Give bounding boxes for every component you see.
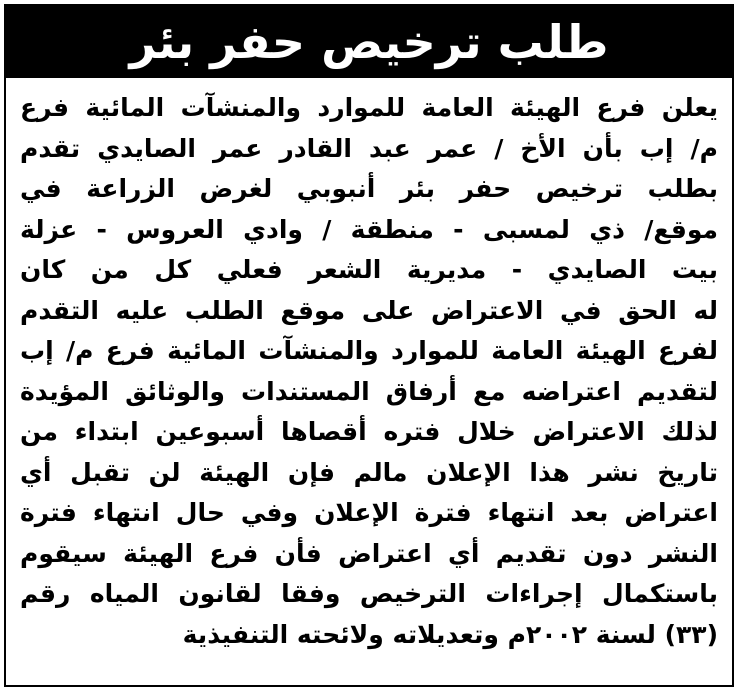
notice-line: لذلك الاعتراض خلال فتره أقصاها أسبوعين ابتداء من	[20, 417, 718, 446]
title-bar	[6, 6, 732, 78]
notice-frame	[4, 4, 734, 687]
notice-line: لفرع الهيئة العامة للموارد والمنشآت المائية فرع م/ إب	[20, 336, 718, 365]
notice-line: النشر دون تقديم أي اعتراض فأن فرع الهيئة سيقوم	[20, 538, 718, 568]
notice-line: اعتراض بعد انتهاء فترة الإعلان وفي حال انتهاء فترة	[20, 498, 718, 527]
notice-line: تاريخ نشر هذا الإعلان مالم فإن الهيئة لن تقبل أي	[20, 457, 718, 487]
notice-line: لتقديم اعتراضه مع أرفاق المستندات والوثائق المؤيدة	[20, 376, 718, 406]
notice-line: م/ إب بأن الأخ / عمر عبد القادر عمر الصايدي تقدم	[20, 133, 718, 163]
notice-line: (٣٣) لسنة ٢٠٠٢م وتعديلاته ولائحته التنفيذية	[182, 619, 718, 649]
notice-line: باستكمال إجراءات الترخيص وفقا لقانون المياه رقم	[20, 579, 718, 608]
notice-title: طلب ترخيص حفر بئر	[129, 15, 609, 69]
notice-line: له الحق في الاعتراض على موقع الطلب عليه التقدم	[20, 295, 718, 325]
notice-line: يعلن فرع الهيئة العامة للموارد والمنشآت المائية فرع	[20, 93, 718, 122]
notice-line: بيت الصايدي - مديرية الشعر فعلي كل من كان	[20, 255, 718, 284]
notice-body	[20, 88, 718, 655]
notice-line: موقع/ ذي لمسبى - منطقة / وادي العروس - عزلة	[20, 214, 718, 244]
notice-line: بطلب ترخيص حفر بئر أنبوبي لغرض الزراعة في	[20, 174, 718, 203]
